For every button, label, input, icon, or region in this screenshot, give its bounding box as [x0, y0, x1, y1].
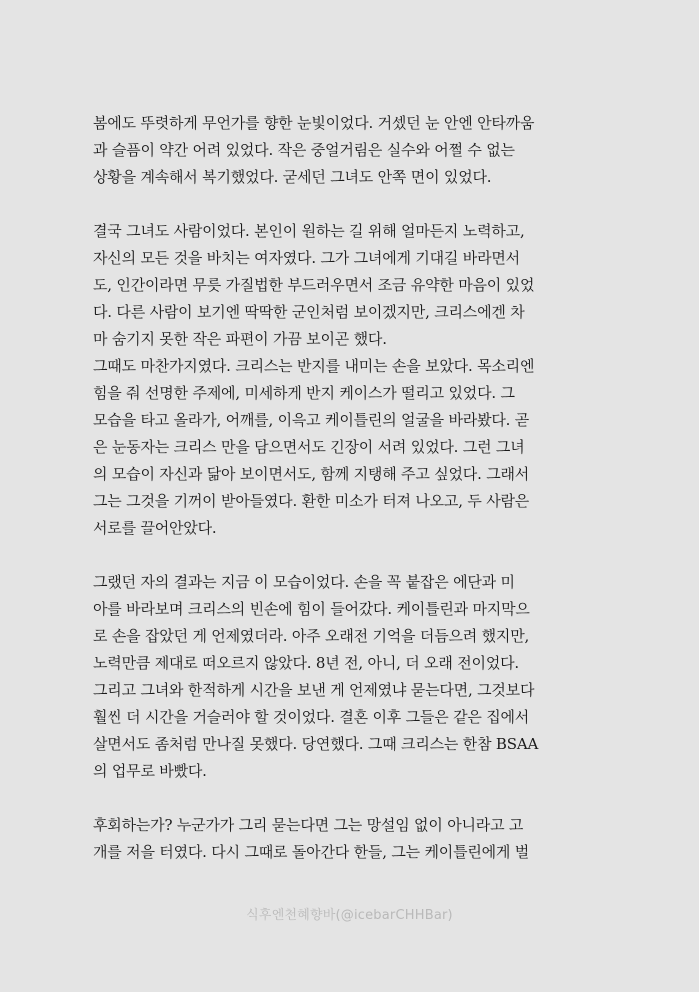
- body-text: [93, 110, 613, 866]
- text-line: 그랬던 자의 결과는 지금 이 모습이었다. 손을 꼭 붙잡은 에단과 미: [93, 573, 515, 591]
- watermark: 식후엔천혜향바(@icebarCHHBar): [246, 908, 453, 923]
- text-line: 의 모습이 자신과 닮아 보이면서도, 함께 지탱해 주고 싶었다. 그래서: [93, 465, 530, 483]
- text-line: 로 손을 잡았던 게 언제였더라. 아주 오래전 기억을 더듬으려 했지만,: [93, 627, 530, 645]
- text-line: 훨씬 더 시간을 거슬러야 할 것이었다. 결혼 이후 그들은 같은 집에서: [93, 708, 530, 726]
- text-line: 도, 인간이라면 무릇 가질법한 부드러우면서 조금 유약한 마음이 있었: [93, 276, 535, 294]
- paragraph: [93, 218, 613, 542]
- text-line: 마 숨기지 못한 작은 파편이 가끔 보이곤 했다.: [93, 330, 387, 348]
- paragraph: [93, 569, 613, 785]
- text-line: 서로를 끌어안았다.: [93, 519, 217, 537]
- text-line: 그리고 그녀와 한적하게 시간을 보낸 게 언제였냐 묻는다면, 그것보다: [93, 681, 535, 699]
- text-line: 자신의 모든 것을 바치는 여자였다. 그가 그녀에게 기대길 바라면서: [93, 249, 520, 267]
- paragraph-gap: [93, 191, 613, 218]
- text-line: 힘을 줘 선명한 주제에, 미세하게 반지 케이스가 떨리고 있었다. 그: [93, 384, 515, 402]
- text-line: 봄에도 뚜렷하게 무언가를 향한 눈빛이었다. 거셌던 눈 안엔 안타까움: [93, 114, 535, 132]
- paragraph-gap: [93, 542, 613, 569]
- text-line: 개를 저을 터였다. 다시 그때로 돌아간다 한들, 그는 케이틀린에게 벌: [93, 843, 530, 861]
- text-line: 의 업무로 바빴다.: [93, 762, 207, 780]
- text-line: 은 눈동자는 크리스 만을 담으면서도 긴장이 서려 있었다. 그런 그녀: [93, 438, 525, 456]
- paragraph: [93, 812, 613, 866]
- text-line: 결국 그녀도 사람이었다. 본인이 원하는 길 위해 얼마든지 노력하고,: [93, 222, 525, 240]
- text-line: 노력만큼 제대로 떠오르지 않았다. 8년 전, 아니, 더 오래 전이었다.: [93, 654, 519, 672]
- paragraph-gap: [93, 785, 613, 812]
- text-line: 과 슬픔이 약간 어려 있었다. 작은 중얼거림은 실수와 어쩔 수 없는: [93, 141, 515, 159]
- text-line: 그때도 마찬가지였다. 크리스는 반지를 내미는 손을 보았다. 목소리엔: [93, 357, 535, 375]
- text-line: 다. 다른 사람이 보기엔 딱딱한 군인처럼 보이겠지만, 크리스에겐 차: [93, 303, 525, 321]
- text-line: 그는 그것을 기꺼이 받아들였다. 환한 미소가 터져 나오고, 두 사람은: [93, 492, 530, 510]
- text-line: 모습을 타고 올라가, 어깨를, 이윽고 케이틀린의 얼굴을 바라봤다. 곧: [93, 411, 530, 429]
- text-line: 아를 바라보며 크리스의 빈손에 힘이 들어갔다. 케이틀린과 마지막으: [93, 600, 530, 618]
- text-line: 후회하는가? 누군가가 그리 묻는다면 그는 망설임 없이 아니라고 고: [93, 816, 524, 834]
- text-line: 상황을 계속해서 복기했었다. 굳세던 그녀도 안쪽 면이 있었다.: [93, 168, 492, 186]
- paragraph: [93, 110, 613, 191]
- text-line: 살면서도 좀처럼 만나질 못했다. 당연했다. 그때 크리스는 한참 BSAA: [93, 735, 539, 753]
